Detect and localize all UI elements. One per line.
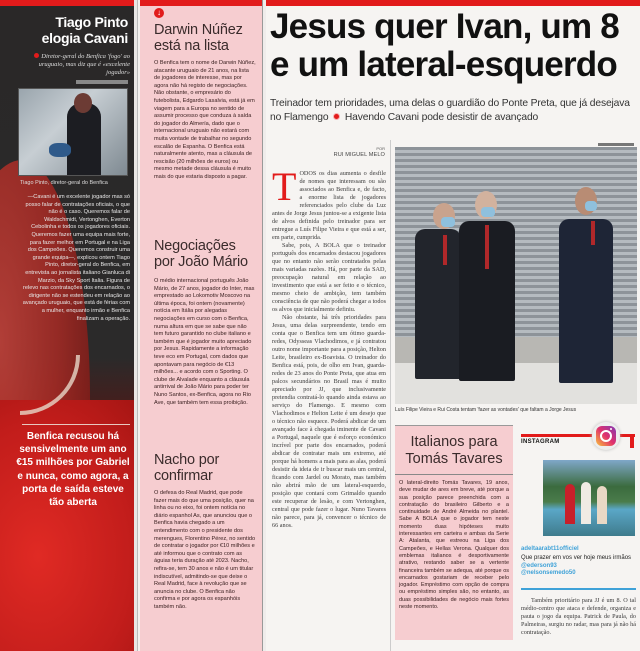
photo-caption: Tiago Pinto, diretor-geral do Benfica (20, 180, 108, 186)
photo-credit (598, 143, 634, 146)
bullet-icon (333, 113, 340, 120)
instagram-label: INSTAGRAM (521, 439, 560, 445)
headline: Jesus quer Ivan, um 8 e um lateral-esquerdo (270, 7, 619, 84)
photo-credit (76, 80, 128, 84)
divider (395, 474, 513, 475)
divider (521, 588, 636, 590)
arrow-down-circle-icon: ↓ (154, 8, 164, 18)
pull-quote: Benfica recusou há sensivelmente um ano €15 milhões por Gabriel e nunca, como agora, a porta de saída esteve tão aberta (16, 431, 130, 509)
story-title-joao-mario: Negociações por João Mário (154, 238, 248, 270)
column-divider (134, 0, 138, 651)
dropcap: T (272, 164, 297, 209)
photo-caption: Luís Filipe Vieira e Rui Costa tentam 'fazer as vontades' que faltam a Jorge Jesus (395, 407, 577, 413)
story-body-darwin: O Benfica tem o nome de Darwin Núñez, atacante uruguaio de 21 anos, na lista de jogadores de interesse, mas por agora não há registo de negociações. Não obstante, o empresário do futebolista, Edgardo Lasalvia, está já em viagem para a Europa no sentido de assumir processo que conduza à saída do jogador do Almería, dado que o internacional uruguaio não estará com muita vontade de trabalhar no segundo escalão de Espanha. O Benfica está naturalmente atento, mas a cláusula de rescisão (20 milhões de euros) ou mesmo metade dessa cláusula é muito mais do que estaria disposto a pagar. (154, 60, 256, 180)
standfirst: Treinador tem prioridades, uma delas o guardião do Ponte Preta, que já desejava no Flamengo Havendo Cavani pode desistir de avançado (270, 98, 630, 123)
pink-news-column (140, 0, 262, 651)
byline-prefix: POR (376, 146, 385, 151)
instagram-tags: @ederson93 @nelsonsemedo50 (521, 563, 576, 576)
main-photo (395, 147, 637, 404)
top-red-bar (0, 0, 134, 6)
box-body: O lateral-direito Tomás Tavares, 19 anos, deve mudar de ares em breve, até porque a sua posição parece preenchida com a contratação do brasileiro Gilberto e a continuidade de André Almeida no plantel. Sabe A BOLA que o jogador tem neste momento duas hipóteses muito interessantes em carteira e ambas da Serie A: Atalanta, que estreou na Liga dos Campeões, e Hellas Verona. Qualquer dos emblemas italianos é desportivamente atrativo, restando saber se a vertente financeira também se adequa, até porque os encarnados gostariam de receber pelo jogador. Empréstimo com opção de compra ou empréstimo simples são, no entanto, as duas possibilidades de negócio mais fortes neste momento. (399, 480, 509, 611)
bullet-icon (34, 53, 39, 58)
story-title-nacho: Nacho por confirmar (154, 452, 220, 484)
sidebar-subtitle: Diretor-geral do Benfica 'fogo' ao uruguaio, mas diz que é «excelente jogador» (22, 53, 130, 77)
story-body-joao-mario: O médio internacional português João Mário, de 27 anos, jogador do Inter, mas emprestado ao Lokomotiv Moscovo na última época, foi ontem (novamente) notícia em Itália por alegadas negociações em curso com o Benfica, numa altura em que se sabe que não tem futuro garantido no clube italiano e também que é jogador muito apreciado por Jesus. Rapidamente a informação teve eco em Portugal, com dados que apontavam para negócio de €13 milhões... e acordo com o Sporting. O clube de Alvalade enquanto a cláusula antirrival de João Mário para poder ter Nuno Santos, ex-Benfica, agora no Rio Ave, que também tem essa proibição. (154, 278, 255, 406)
left-sidebar (0, 0, 134, 651)
box-title: Italianos para Tomás Tavares (405, 434, 503, 467)
instagram-photo (543, 460, 635, 536)
divider (22, 424, 130, 425)
instagram-icon (592, 422, 620, 450)
top-red-bar (140, 0, 262, 6)
instagram-post-text: Que prazer em vos ver hoje meus irmãos (521, 555, 632, 561)
tiago-pinto-photo (18, 88, 128, 176)
right-column-body: Também prioritário para JJ é um 8. O tal médio-centro que ataca e defende, organiza e pauta o jogo da equipa. Patrick de Paula, do Palmeiras, surgiu no radar, mas para já não há contratação. (521, 597, 636, 636)
sidebar-title: Tiago Pinto elogia Cavani (41, 14, 128, 46)
story-title-darwin: Darwin Núñez está na lista (154, 22, 243, 54)
story-body-nacho: O defesa do Real Madrid, que pode fazer mais do que uma posição, quer na linha ou no eixo, foi ontem notícia no diário espanhol As, que anunciou que o Benfica havia chegado a um entendimento com o presidente dos merengues, Florentino Pérez, no sentido de contratar o jogador por €10 milhões e até informou que o contrato com as águias teria duração até 2023. Nacho, refira-se, tem 30 anos e não é um titular indiscutível, admitindo-se que deixe o Real Madrid, face à revolução que se anuncia no clube. O Benfica não confirma e por agora os espanhóis também não. (154, 490, 256, 610)
byline: RUI MIGUEL MELO (333, 152, 385, 158)
instagram-bar-end (630, 434, 634, 448)
instagram-handle: adeltaarabt11officiel (521, 546, 579, 552)
italianos-box (395, 425, 513, 640)
sidebar-body: —Cavani é um excelente jogador mas só posso falar de contratações oficiais, o que não é o caso. Queremos falar de Waldschmidt, Vertonghen, Everton Cebolinha e todos os jogadores oficiais. Queremos fazer uma equipa mais forte, para fazer melhor em Portugal e na Liga dos Campeões. Queremos construir uma grande equipa—, explicou ontem Tiago Pinto, diretor-geral do Benfica, em entrevista ao jornalista italiano Gianluca di Marzio, da Sky Sport Italia. Figura de relevo nas contratações dos encarnados, o dirigente não se estendeu em relação ao avançado uruguaio, que está de férias com a mulher, enquanto irmão e Benfica finalizam a operação. (22, 194, 130, 322)
column-divider (390, 140, 391, 651)
article-body: T ODOS os dias aumenta o desfile de nomes que interessam ou são associados ao Benfica e, de facto, a enorme lista de jogadores referenciados pelo clube da Luz antes de Jorge Jesus juntou-se a exigente lista de alvos definida pelo treinador para ser entregue a Luís Filipe Vieira e que está a ser, em parte, cumprida. Sabe, pois, A BOLA que o treinador português dos encarnados destacou jogadores que no entanto não serão contratados pelas mais variadas razões. Há, por parte da SAD, preocupação natural em relação ao investimento que está a ser feito e o técnico, mesmo cheio de ambição, tem também consciência de que não poderá chegar a todos os alvos que inicialmente definiu. Não obstante, há três prioridades para Jesus, uma delas surpreendente, tendo em conta que o Benfica tem um ótimo guarda-redes, Odysseas Vlachodimos, e já contratou outro nome importante para a posição, Helton Leite, brasileiro ex-Boavista. O treinador do Benfica está, pois, de olho em Ivan, guarda-redes de 23 anos do Ponte Preta, que atua em palcos secundários no Brasil mas é muito apreciado por JJ, que inclusivamente pretendia contratá-lo quando ainda estava ao serviço do Flamengo. E mesmo com Vlachodimos e Helton Leite é um desejo que o técnico não esquece. Poderá abdicar de um avançado face à chegada iminente de Cavani a Portugal, naquele que é esforço económico incrível por parte dos encarnados, poderá abdicar de contratar mais um extremo, até porque há homens a mais para as alas, poderá desistir da ideia de ir buscar mais um central, ficando com Jardel ou Morato, mas também não abrirá mão de um lateral-esquerdo, posição que contará com Grimaldo quando este recuperar de lesão, e com Vertonghen, central que pode fazer o lugar. Nuno Tavares não parece, para já, convencer o técnico de 66 anos. (272, 164, 386, 529)
